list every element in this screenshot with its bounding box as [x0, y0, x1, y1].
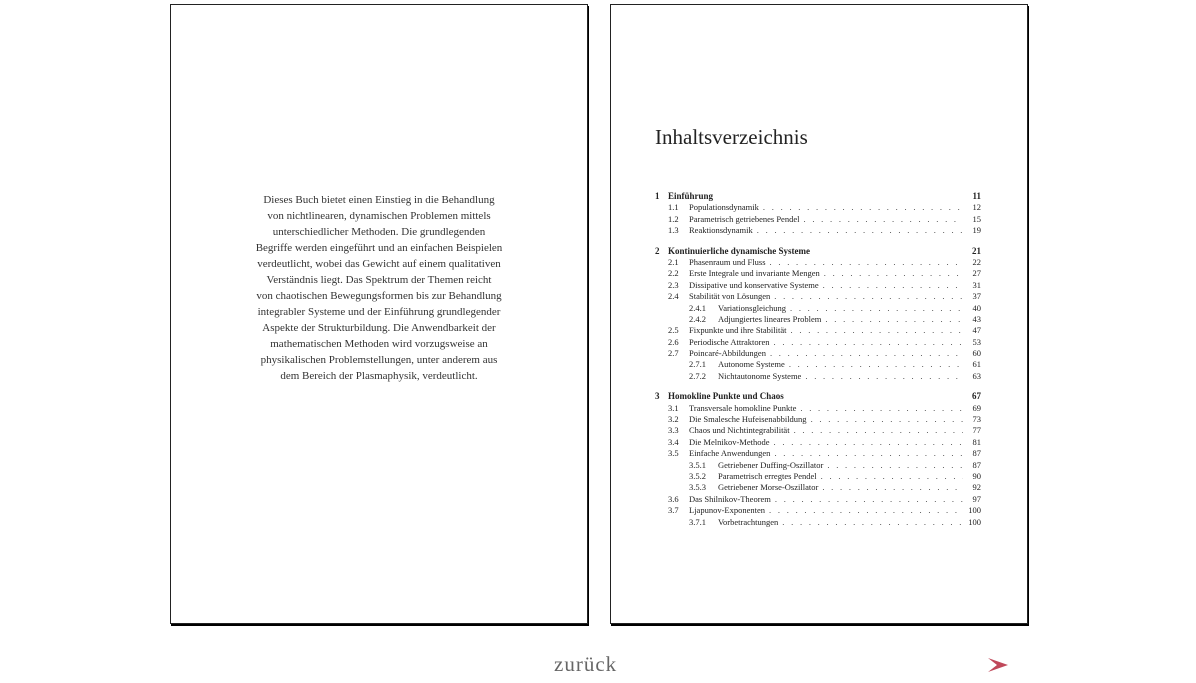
toc-section-row: [655, 257, 981, 268]
toc-leader-dots: [805, 371, 963, 382]
toc-section-row: [655, 280, 981, 291]
toc-number: 2.3: [668, 279, 679, 290]
blurb-line: unterschiedlicher Methoden. Die grundlegenden: [272, 226, 486, 238]
blurb-line: dem Bereich der Plasmaphysik, verdeutlicht.: [280, 370, 478, 382]
toc-number: 2.7: [668, 348, 679, 359]
toc-number: 3: [655, 391, 660, 402]
toc-chapter-row: [655, 391, 981, 402]
toc-leader-dots: [827, 460, 963, 471]
toc-leader-dots: [789, 359, 963, 370]
toc-number: 3.1: [668, 402, 679, 413]
toc-entry-title: Adjungiertes lineares Problem: [718, 313, 822, 324]
toc-page-number: 100: [968, 516, 981, 527]
toc-entry-title: Vorbetrachtungen: [718, 516, 779, 527]
blurb-line: Aspekte der Strukturbildung. Die Anwendbarkeit der: [262, 322, 496, 334]
toc-number: 3.5: [668, 448, 679, 459]
toc-entry-title: Getriebener Morse-Oszillator: [718, 482, 819, 493]
toc-entry-title: Transversale homokline Punkte: [689, 402, 797, 413]
toc-number: 2.6: [668, 336, 679, 347]
toc-number: 3.7: [668, 505, 679, 516]
toc-page-number: 21: [972, 245, 981, 256]
toc-entry-title: Einführung: [668, 191, 714, 201]
right-arrow-icon[interactable]: [987, 656, 1009, 674]
toc-leader-dots: [757, 225, 963, 236]
toc-entry-title: Phasenraum und Fluss: [689, 256, 766, 267]
toc-page-number: 97: [972, 493, 981, 504]
toc-page-number: 69: [972, 402, 981, 413]
toc-entry-title: Die Smalesche Hufeisenabbildung: [689, 414, 807, 425]
toc-entry-title: Variationsgleichung: [718, 302, 786, 313]
toc-page-number: 37: [972, 291, 981, 302]
toc-section-row: [655, 437, 981, 448]
blurb-line: verdeutlicht, wobei das Gewicht auf einem qualitativen: [257, 258, 501, 270]
toc-section-row: [655, 314, 981, 325]
toc-leader-dots: [770, 348, 963, 359]
toc-leader-dots: [769, 505, 963, 516]
toc-entry-title: Stabilität von Lösungen: [689, 291, 771, 302]
toc-leader-dots: [811, 414, 963, 425]
toc-entry-title: Populationsdynamik: [689, 202, 759, 213]
blurb-line: integrabler Systeme und der Einführung grundlegender: [257, 306, 501, 318]
toc-number: 1.1: [668, 202, 679, 213]
toc-section-row: [655, 202, 981, 213]
blurb-line: von nichtlinearen, dynamischen Problemen mittels: [267, 210, 491, 222]
toc-entry-title: Getriebener Duffing-Oszillator: [718, 459, 824, 470]
toc-number: 3.5.1: [689, 459, 706, 470]
toc-number: 2.2: [668, 268, 679, 279]
toc-section-row: [655, 403, 981, 414]
toc-number: 3.2: [668, 414, 679, 425]
blurb-line: mathematischen Methoden wird vorzugsweise an: [270, 338, 488, 350]
toc-number: 3.5.3: [689, 482, 706, 493]
toc-leader-dots: [774, 291, 963, 302]
toc-leader-dots: [824, 268, 963, 279]
blurb-line: Begriffe werden eingeführt und an einfachen Beispielen: [255, 242, 503, 254]
toc-number: 2.4.1: [689, 302, 706, 313]
toc-number: 3.4: [668, 436, 679, 447]
toc-page-number: 92: [972, 482, 981, 493]
toc-page-number: 47: [972, 325, 981, 336]
blurb-line: physikalischen Problemstellungen, unter anderem aus: [260, 354, 498, 366]
toc-page-number: 61: [972, 359, 981, 370]
toc-leader-dots: [822, 482, 963, 493]
toc-page-number: 11: [972, 191, 981, 201]
toc-section-row: [655, 303, 981, 314]
toc-section-row: [655, 325, 981, 336]
toc-entry-title: Das Shilnikov-Theorem: [689, 493, 771, 504]
toc-section-row: [655, 359, 981, 370]
toc-page-number: 90: [972, 470, 981, 481]
toc-entry-title: Einfache Anwendungen: [689, 448, 771, 459]
toc-page-number: 77: [972, 425, 981, 436]
toc-section-row: [655, 517, 981, 528]
toc-leader-dots: [774, 448, 963, 459]
toc-page-number: 67: [972, 391, 981, 402]
toc-number: 3.5.2: [689, 470, 706, 481]
toc-section-row: [655, 337, 981, 348]
toc-entry-title: Ljapunov-Exponenten: [689, 505, 766, 516]
toc-page-number: 87: [972, 448, 981, 459]
toc-entry-title: Periodische Attraktoren: [689, 336, 770, 347]
toc-page-number: 81: [972, 436, 981, 447]
back-link[interactable]: zurück: [554, 652, 618, 676]
toc-entry-title: Dissipative und konservative Systeme: [689, 279, 819, 290]
toc-leader-dots: [823, 280, 963, 291]
toc-section-row: [655, 482, 981, 493]
toc-section-row: [655, 471, 981, 482]
toc-number: 2.7.2: [689, 370, 706, 381]
toc-entry-title: Autonome Systeme: [718, 359, 785, 370]
toc-number: 3.6: [668, 493, 679, 504]
right-page: [610, 4, 1028, 624]
toc-section-row: [655, 460, 981, 471]
toc-number: 2.1: [668, 256, 679, 267]
toc-entry-title: Fixpunkte und ihre Stabilität: [689, 325, 787, 336]
toc-entry-title: Nichtautonome Systeme: [718, 370, 802, 381]
toc-leader-dots: [774, 437, 964, 448]
toc-page-number: 73: [972, 414, 981, 425]
toc-entry-title: Reaktionsdynamik: [689, 225, 753, 236]
toc-section-row: [655, 371, 981, 382]
toc-page-number: 19: [972, 225, 981, 236]
toc-number: 2: [655, 245, 660, 256]
table-of-contents: [655, 191, 981, 528]
toc-number: 3.7.1: [689, 516, 706, 527]
toc-number: 2.5: [668, 325, 679, 336]
toc-section-row: [655, 494, 981, 505]
toc-entry-title: Poincaré-Abbildungen: [689, 348, 766, 359]
toc-section-row: [655, 268, 981, 279]
toc-leader-dots: [775, 494, 963, 505]
toc-page-number: 31: [972, 279, 981, 290]
toc-page-number: 60: [972, 348, 981, 359]
toc-entry-title: Parametrisch getriebenes Pendel: [689, 213, 800, 224]
toc-entry-title: Chaos und Nichtintegrabilität: [689, 425, 790, 436]
toc-chapter-row: [655, 246, 981, 257]
toc-page-number: 22: [972, 256, 981, 267]
toc-number: 2.4: [668, 291, 679, 302]
blurb-line: von chaotischen Bewegungsformen bis zur Behandlung: [256, 290, 502, 302]
toc-section-row: [655, 214, 981, 225]
toc-leader-dots: [825, 314, 963, 325]
toc-page-number: 40: [972, 302, 981, 313]
toc-entry-title: Homokline Punkte und Chaos: [668, 391, 784, 402]
toc-leader-dots: [770, 257, 964, 268]
toc-leader-dots: [791, 325, 963, 336]
toc-section-row: [655, 348, 981, 359]
blurb-line: Verständnis liegt. Das Spektrum der Themen reicht: [266, 274, 492, 286]
toc-leader-dots: [821, 471, 963, 482]
toc-number: 1: [655, 191, 660, 201]
toc-section-row: [655, 425, 981, 436]
toc-entry-title: Kontinuierliche dynamische Systeme: [668, 245, 810, 256]
toc-number: 1.3: [668, 225, 679, 236]
toc-leader-dots: [803, 214, 963, 225]
toc-entry-title: Parametrisch erregtes Pendel: [718, 470, 817, 481]
toc-section-row: [655, 448, 981, 459]
toc-number: 3.3: [668, 425, 679, 436]
toc-page-number: 12: [972, 202, 981, 213]
toc-page-number: 87: [972, 459, 981, 470]
toc-page-number: 15: [972, 213, 981, 224]
toc-page-number: 43: [972, 313, 981, 324]
toc-number: 2.7.1: [689, 359, 706, 370]
toc-page-number: 100: [968, 505, 981, 516]
toc-section-row: [655, 505, 981, 516]
toc-leader-dots: [800, 403, 963, 414]
toc-number: 2.4.2: [689, 313, 706, 324]
blurb-line: Dieses Buch bietet einen Einstieg in die Behandlung: [263, 194, 495, 206]
toc-page-number: 53: [972, 336, 981, 347]
toc-section-row: [655, 225, 981, 236]
toc-title: Inhaltsverzeichnis: [655, 125, 808, 149]
toc-leader-dots: [763, 202, 963, 213]
toc-leader-dots: [782, 517, 963, 528]
toc-leader-dots: [790, 303, 963, 314]
toc-page-number: 27: [972, 268, 981, 279]
toc-number: 1.2: [668, 213, 679, 224]
toc-section-row: [655, 414, 981, 425]
toc-chapter-row: [655, 191, 981, 202]
toc-leader-dots: [794, 425, 963, 436]
toc-entry-title: Erste Integrale und invariante Mengen: [689, 268, 820, 279]
toc-section-row: [655, 291, 981, 302]
toc-page-number: 63: [972, 370, 981, 381]
left-page: [170, 4, 588, 624]
toc-leader-dots: [774, 337, 964, 348]
toc-entry-title: Die Melnikov-Methode: [689, 436, 770, 447]
book-blurb: [241, 192, 517, 384]
